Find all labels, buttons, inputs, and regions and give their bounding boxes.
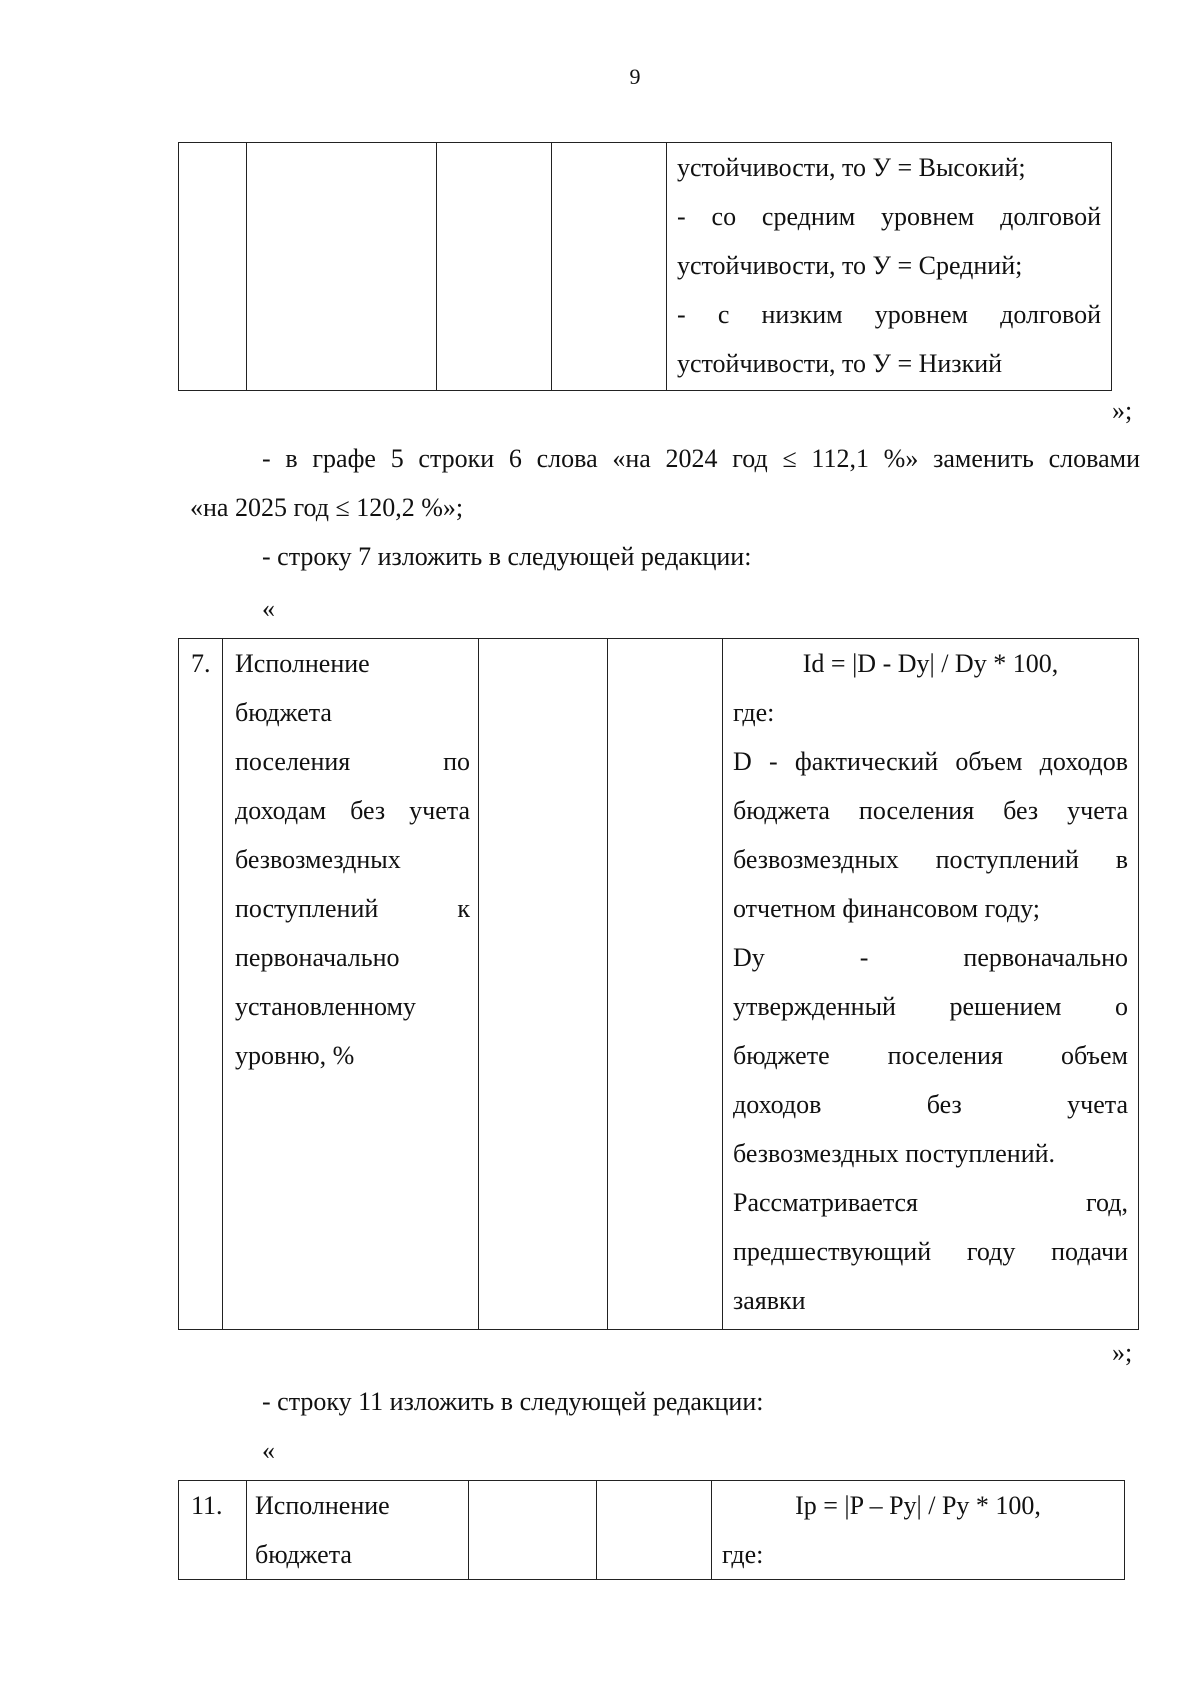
cell-text-line: устойчивости, то У = Низкий (677, 349, 1003, 378)
table-row-7 (178, 638, 1139, 1330)
cell-text-line: - с низким уровнем долговой (677, 300, 1101, 329)
indicator-name-cell (223, 639, 479, 1330)
row-number-cell (179, 639, 223, 1330)
cell-text-line: первоначально (235, 943, 400, 972)
cell-text-line: установленному (235, 992, 416, 1021)
cell-text-line: где: (733, 698, 775, 727)
cell-text-line: Рассматривается год, (733, 1188, 1128, 1217)
cell-text-line: Исполнение (255, 1491, 390, 1520)
table-cell-empty (552, 143, 667, 391)
cell-text-line: Исполнение (235, 649, 370, 678)
table-cell-empty (479, 639, 608, 1330)
table-cell-empty (179, 143, 247, 391)
cell-text-line: поселения по (235, 747, 470, 776)
cell-text-line: Id = |D - Dy| / Dy * 100, (802, 649, 1059, 678)
cell-text-line: поступлений к (235, 894, 470, 923)
indicator-name-cell (247, 1481, 469, 1580)
table-continuation (178, 142, 1112, 391)
cell-lines (677, 143, 1101, 388)
closing-quote: »; (1112, 1338, 1133, 1367)
table-cell-empty (597, 1481, 712, 1580)
row-number: 11. (191, 1491, 223, 1520)
paragraph-row-7-intro: - строку 7 изложить в следующей редакции: (262, 542, 752, 571)
cell-lines (722, 1481, 1114, 1579)
cell-text-line: Ip = |P – Py| / Py * 100, (795, 1491, 1041, 1520)
cell-text-line: доходов без учета (733, 1090, 1128, 1119)
table-cell-empty (247, 143, 437, 391)
row-number-cell (179, 1481, 247, 1580)
cell-text-line: заявки (733, 1286, 806, 1315)
closing-quote: »; (1112, 396, 1133, 425)
table-cell-empty (469, 1481, 597, 1580)
cell-text-line: уровню, % (235, 1041, 355, 1070)
opening-quote: « (262, 1436, 275, 1465)
cell-text-line: предшествующий году подачи (733, 1237, 1128, 1266)
cell-text-line: безвозмездных поступлений. (733, 1139, 1056, 1168)
cell-lines (255, 1481, 460, 1579)
cell-text-line: безвозмездных поступлений в (733, 845, 1128, 874)
table-row-11 (178, 1480, 1125, 1580)
cell-text-line: устойчивости, то У = Средний; (677, 251, 1023, 280)
cell-text-line: - со средним уровнем долговой (677, 202, 1101, 231)
paragraph-amend-column-5: - в графе 5 строки 6 слова «на 2024 год ≤ 112,1 %» заменить словами (262, 444, 1140, 473)
row-number: 7. (191, 649, 211, 678)
formula-cell (723, 639, 1139, 1330)
cell-text-line: бюджета (255, 1540, 352, 1569)
cell-text-line: устойчивости, то У = Высокий; (677, 153, 1026, 182)
table-cell-formula-text (667, 143, 1112, 391)
cell-lines (733, 639, 1128, 1325)
formula-cell (712, 1481, 1125, 1580)
cell-text-line: Dy - первоначально (733, 943, 1128, 972)
table-cell-empty (608, 639, 723, 1330)
cell-text-line: бюджета (235, 698, 332, 727)
page-number: 9 (629, 64, 641, 89)
cell-lines (235, 639, 470, 1080)
cell-text-line: безвозмездных (235, 845, 401, 874)
table-cell-empty (437, 143, 552, 391)
cell-text-line: доходам без учета (235, 796, 470, 825)
cell-text-line: где: (722, 1540, 764, 1569)
opening-quote: « (262, 594, 275, 623)
cell-text-line: бюджета поселения без учета (733, 796, 1128, 825)
cell-text-line: бюджете поселения объем (733, 1041, 1128, 1070)
cell-text-line: утвержденный решением о (733, 992, 1128, 1021)
cell-text-line: отчетном финансовом году; (733, 894, 1040, 923)
paragraph-amend-column-5-cont: «на 2025 год ≤ 120,2 %»; (190, 493, 464, 522)
paragraph-row-11-intro: - строку 11 изложить в следующей редакции: (262, 1387, 764, 1416)
cell-text-line: D - фактический объем доходов (733, 747, 1128, 776)
